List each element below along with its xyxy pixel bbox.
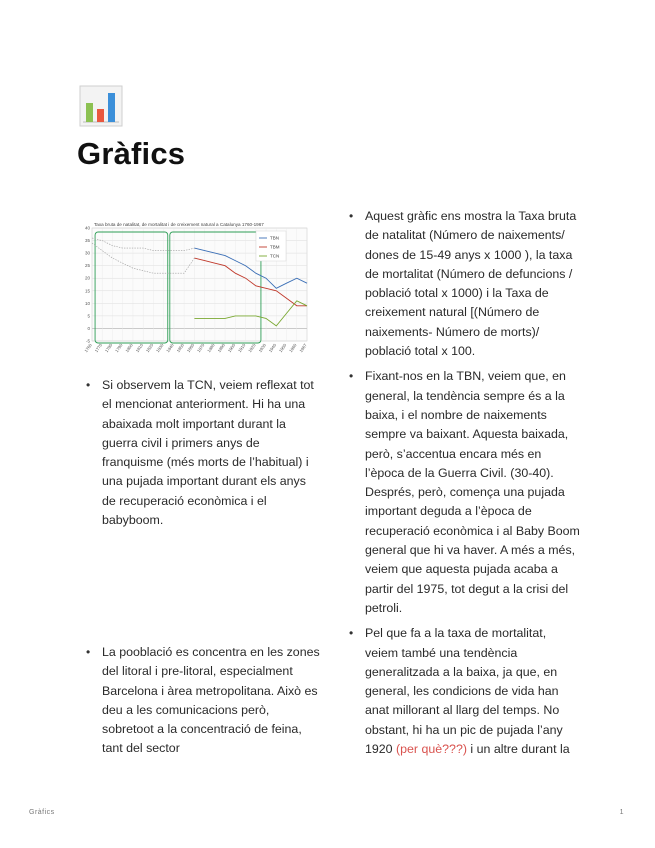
list-item: • Aquest gràfic ens mostra la Taxa bruta de natalitat (Número de naixements/ dones de 15-49 anys x 1000 ), la taxa de mortalitat (Número de defuncions / població total x 1000) i la Taxa de creixement natural [(Número de naixements- Número de morts)/ població total x 100. — [346, 207, 582, 361]
right-column-list — [346, 207, 582, 765]
left-column-list-1 — [83, 376, 320, 536]
chart-y-ticks — [85, 226, 91, 344]
chart-x-tick-label: 1850 — [175, 342, 185, 354]
list-item-text: Pel que fa a la taxa de mortalitat, veiem també una tendència generalitzada a la baixa, ja que, en general, les condicions de vida han anat millorant al llarg del temps. No obstant, hi ha un pic de pujada l’any 1920 — [365, 626, 563, 757]
chart-x-tick-label: 1790 — [114, 342, 124, 354]
chart-legend-label: TBM — [270, 244, 280, 250]
chart-y-tick-label: 5 — [87, 313, 90, 319]
page-number: 1 — [619, 809, 624, 816]
list-item-text-tail: i un altre durant la — [466, 742, 570, 757]
chart-x-tick-label: 1920 — [247, 342, 257, 354]
chart-x-tick-label: 1800 — [124, 342, 134, 354]
chart-x-tick-label: 1960 — [288, 342, 298, 354]
chart-legend-label: TCN — [270, 253, 280, 259]
chart-y-tick-label: 15 — [84, 288, 90, 294]
chart-x-tick-label: 1810 — [134, 342, 145, 354]
question-highlight: (per què???) — [396, 742, 467, 757]
chart-x-tick-label: 1780 — [103, 342, 114, 354]
list-item — [346, 624, 582, 759]
chart-y-tick-label: 10 — [84, 300, 90, 306]
chart-y-tick-label: 25 — [84, 263, 90, 269]
chart-x-tick-label: 1950 — [277, 342, 288, 354]
chart-x-tick-label: 1910 — [236, 342, 247, 354]
chart-x-tick-label: 1820 — [144, 342, 155, 354]
left-column-list-2 — [83, 643, 320, 765]
list-item: • Fixant-nos en la TBN, veiem que, en general, la tendència sempre és a la baixa, i el nombre de naixements sempre va baixant. Aquesta baixada, però, s’accentua encara més en l’època de la Guerra Civil. (30-40). Després, però, comença una pujada important deguda a l’època de recuperació econòmica i al Baby Boom general que hi va haver. A més a més, veiem que aquesta pujada acaba a partir del 1975, tot degut a la crisi del petroli. — [346, 367, 582, 618]
page-title: Gràfics — [77, 136, 186, 171]
chart-x-tick-label: 1890 — [216, 342, 226, 354]
chart-x-tick-label: 1880 — [206, 342, 216, 354]
birth-death-rate-chart — [78, 219, 310, 355]
bar-chart-icon — [79, 85, 123, 127]
chart-x-tick-label: 1830 — [155, 342, 165, 354]
chart-x-tick-label: 1770 — [93, 342, 104, 354]
chart-legend-label: TBN — [270, 235, 279, 241]
list-item: • Si observem la TCN, veiem reflexat tot el mencionat anteriorment. Hi ha una abaixada molt important durant la guerra civil i primers anys de franquisme (més morts de l’habitual) i una pujada important durant els anys de recuperació econòmica i el babyboom. — [83, 376, 320, 530]
list-item: • La pooblació es concentra en les zones del litoral i pre-litoral, especialment Barcelona i àrea metropolitana. Això es deu a les comunicacions però, sobretoot a la concentració de feina, tant del sector — [83, 643, 320, 759]
chart-y-tick-label: 0 — [87, 325, 90, 331]
chart-y-tick-label: 20 — [84, 275, 90, 281]
chart-x-tick-label: 1940 — [267, 342, 278, 354]
chart-title: Taxa bruta de natalitat, de mortalitat i de creixement natural a Catalunya 1760-1967 — [94, 222, 264, 227]
chart-x-tick-label: 1870 — [195, 342, 206, 354]
chart-x-tick-label: 1840 — [165, 342, 175, 354]
chart-legend — [256, 231, 286, 261]
chart-y-tick-label: 40 — [84, 225, 90, 231]
chart-x-tick-label: 1860 — [185, 342, 196, 354]
chart-x-tick-label: 1930 — [257, 342, 267, 354]
footer-title: Gràfics — [29, 809, 55, 816]
chart-y-tick-label: -5 — [85, 338, 90, 344]
chart-y-tick-label: 35 — [84, 238, 90, 244]
chart-y-tick-label: 30 — [84, 250, 90, 256]
chart-x-tick-label: 1967 — [298, 342, 308, 354]
chart-x-tick-label: 1760 — [83, 342, 93, 354]
chart-x-ticks — [83, 342, 308, 353]
chart-x-tick-label: 1900 — [226, 342, 237, 354]
